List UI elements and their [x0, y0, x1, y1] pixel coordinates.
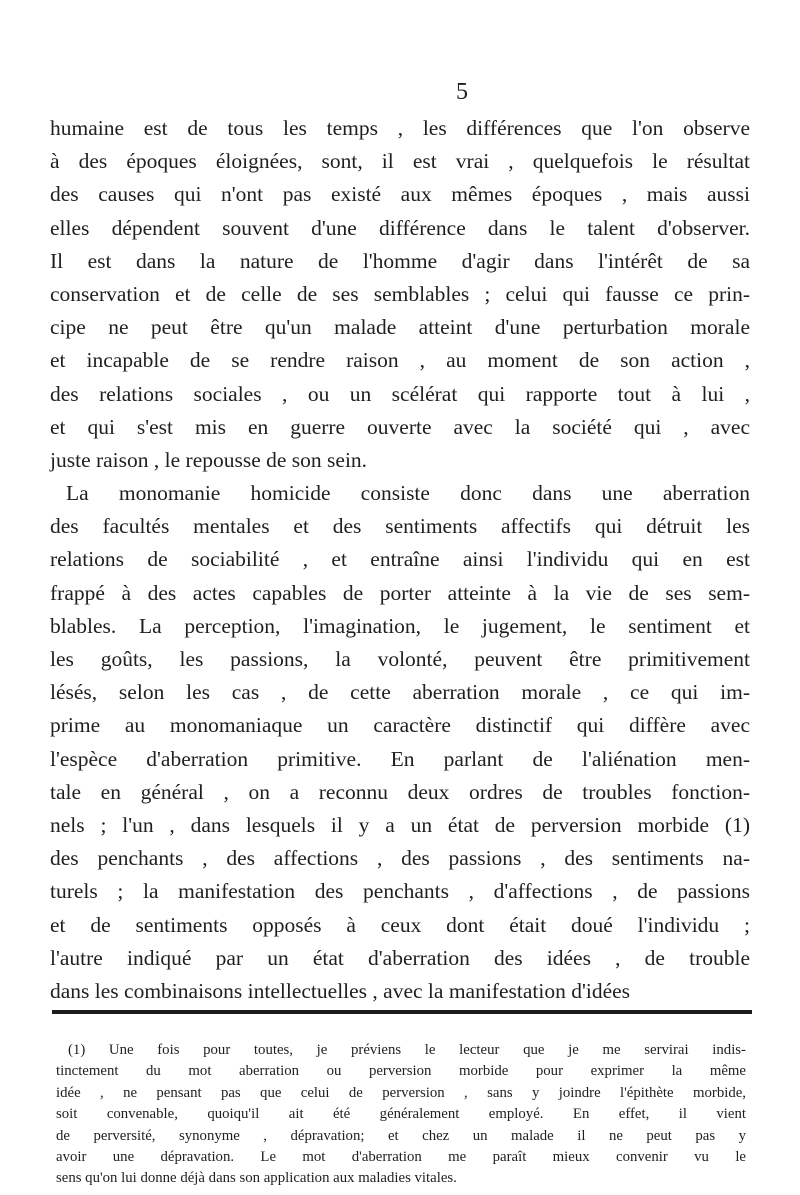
body-line: l'autre indiqué par un état d'aberration des idées , de trouble — [50, 945, 750, 970]
body-text — [50, 112, 750, 1008]
footnote-line: de perversité, synonyme , dépravation; et chez un malade il ne peut pas y — [56, 1127, 746, 1144]
body-line: les goûts, les passions, la volonté, peuvent être primitivement — [50, 647, 750, 671]
footnote-line: (1) Une fois pour toutes, je préviens le lecteur que je me servirai indis- — [68, 1042, 746, 1058]
footnote-line: soit convenable, quoiqu'il ait été généralement employé. En effet, il vient — [56, 1106, 746, 1123]
body-line: des penchants , des affections , des passions , des sentiments na- — [50, 846, 750, 871]
body-line: relations de sociabilité , et entraîne ainsi l'individu qui en est — [50, 547, 750, 572]
body-line: elles dépendent souvent d'une différence dans le talent d'observer. — [50, 215, 750, 240]
body-line: frappé à des actes capables de porter atteinte à la vie de ses sem- — [50, 580, 750, 605]
body-line: conservation et de celle de ses semblables ; celui qui fausse ce prin- — [50, 281, 750, 306]
body-line: Il est dans la nature de l'homme d'agir dans l'intérêt de sa — [50, 248, 750, 273]
body-line: blables. La perception, l'imagination, le jugement, le sentiment et — [50, 613, 750, 638]
footnote-line: avoir une dépravation. Le mot d'aberration me paraît mieux convenir vu le — [56, 1148, 746, 1165]
footnote-line: tinctement du mot aberration ou perversion morbide pour exprimer la même — [56, 1063, 746, 1080]
page-number: 5 — [456, 79, 468, 105]
body-line: nels ; l'un , dans lesquels il y a un état de perversion morbide (1) — [50, 812, 750, 837]
footnote-divider — [52, 1010, 752, 1014]
body-line: des causes qui n'ont pas existé aux mêmes époques , mais aussi — [50, 182, 750, 207]
body-line: et qui s'est mis en guerre ouverte avec la société qui , avec — [50, 414, 750, 439]
footnote — [56, 1040, 746, 1190]
body-line: juste raison , le repousse de son sein. — [50, 447, 368, 472]
body-line: prime au monomaniaque un caractère distinctif qui diffère avec — [50, 713, 750, 738]
body-line: des facultés mentales et des sentiments affectifs qui détruit les — [50, 514, 750, 539]
body-line: dans les combinaisons intellectuelles , avec la manifestation d'idées — [50, 978, 631, 1003]
body-line: cipe ne peut être qu'un malade atteint d'une perturbation morale — [50, 315, 750, 340]
footnote-line: idée , ne pensant pas que celui de perversion , sans y joindre l'épithète morbide, — [56, 1084, 746, 1101]
body-line: tale en général , on a reconnu deux ordres de troubles fonction- — [50, 779, 750, 804]
body-line: turels ; la manifestation des penchants , d'affections , de passions — [50, 879, 750, 904]
body-line: à des époques éloignées, sont, il est vrai , quelquefois le résultat — [50, 149, 750, 174]
body-line: l'espèce d'aberration primitive. En parlant de l'aliénation men- — [50, 746, 750, 771]
body-line: lésés, selon les cas , de cette aberration morale , ce qui im- — [50, 680, 750, 705]
body-line: des relations sociales , ou un scélérat qui rapporte tout à lui , — [50, 381, 750, 406]
body-line: La monomanie homicide consiste donc dans une aberration — [66, 481, 750, 506]
body-line: et incapable de se rendre raison , au moment de son action , — [50, 348, 750, 373]
body-line: et de sentiments opposés à ceux dont était doué l'individu ; — [50, 912, 750, 937]
body-line: humaine est de tous les temps , les différences que l'on observe — [50, 116, 750, 140]
footnote-line: sens qu'on lui donne déjà dans son application aux maladies vitales. — [56, 1170, 457, 1187]
